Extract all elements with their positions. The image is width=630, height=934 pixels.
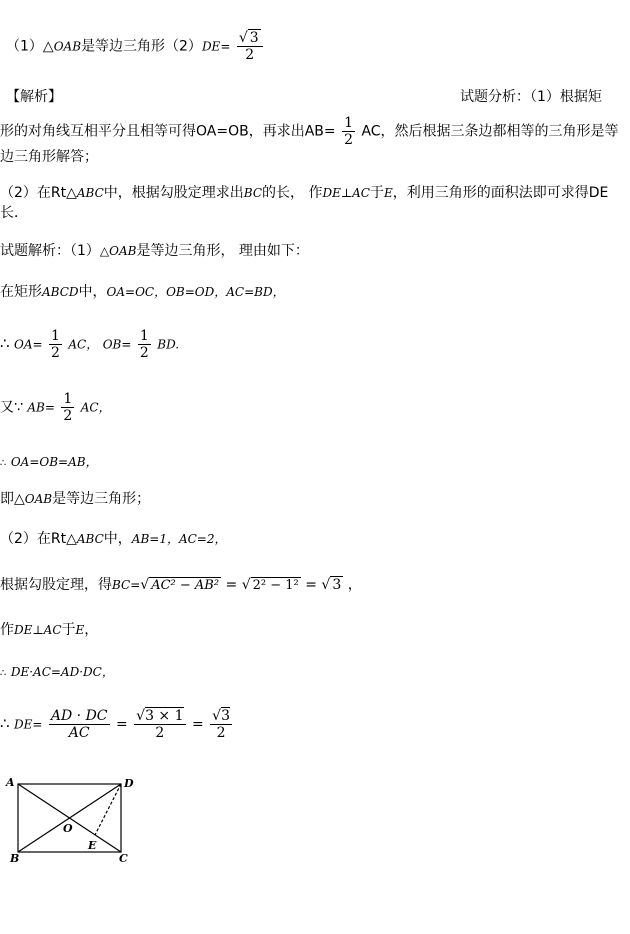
num: 1 [139,328,149,344]
text: 中， [103,531,132,547]
solution-line-6 [0,492,150,506]
text: 又∵ [0,399,23,416]
math: △ [99,244,110,258]
text: 试题解析：（1） [0,243,100,259]
analysis-line-1 [0,115,619,148]
fraction [49,328,62,361]
math: DE⊥AC [322,186,370,200]
solution-line-8 [0,578,362,592]
fraction [49,708,110,741]
text: 中， [78,284,107,300]
solution-line-3 [0,328,179,361]
text: 在矩形 [0,284,42,300]
text: 根据勾股定理，得 [0,577,112,593]
radicand: 3 [249,30,259,46]
math: DE⊥AC [14,623,62,637]
num: 1 [51,328,60,344]
label-b: B [10,852,20,865]
label-d: D [124,777,134,790]
equals: = [305,577,317,593]
answer-part-1: （1）△ [6,38,54,55]
den: 2 [216,725,226,742]
math: OAB [109,244,137,258]
fraction [210,708,232,741]
math: BC= [112,578,141,592]
radicand: 3 [332,577,342,593]
text: （2）在Rt△ [0,531,77,547]
den: 2 [155,725,165,742]
equals: = [225,577,238,593]
radicand: 2² − 1² [252,578,299,593]
fraction [61,391,74,424]
segment-de [95,784,121,835]
den: 2 [139,345,149,362]
answer-part-2: 是等边三角形（2） [81,38,202,55]
label-e: E [88,839,97,852]
math: E [75,623,85,637]
den: 2 [344,132,353,149]
math: AC， [68,337,99,352]
label-a: A [6,776,15,789]
text: 的长， 作 [262,185,323,201]
text: 于 [61,622,76,638]
fraction-half [342,115,355,148]
math: ABCD [42,285,79,299]
math: OA=OC，OB=OD，AC=BD， [106,285,285,299]
math: AB=1，AC=2， [131,532,227,546]
math: ABC [76,186,104,200]
text: （2）在Rt△ [0,185,77,201]
solution-line-4 [0,391,111,424]
math: BD. [157,337,180,352]
solution-line-5 [0,455,98,469]
math: OA= [14,337,43,352]
den: 2 [51,345,60,362]
answer-fraction-den: 2 [245,47,255,64]
math: ABC [76,532,104,546]
text: AC，然后根据三条边都相等的三角形是等 [361,123,619,140]
math: OB= [102,337,132,352]
math: AC， [80,400,111,415]
therefore: ∴ [0,668,7,679]
sqrt: √ 3 [238,30,259,46]
num: 1 [63,391,73,407]
math: OA=OB=AB， [10,455,98,469]
radicand: AC² − AB² [151,578,220,593]
text: 于 [369,185,384,201]
math: DE·AC=AD·DC， [10,665,114,679]
text: 是等边三角形； [52,491,151,507]
math: OAB [24,492,53,506]
triangle-oab: OAB [53,39,82,54]
label-o: O [63,822,73,835]
analysis-line-2: 边三角形解答； [0,149,98,165]
math: AB= [27,400,55,415]
analysis-line-3 [0,186,608,200]
analysis-start: 试题分析：（1）根据矩 [460,89,602,105]
therefore: ∴ [0,458,7,469]
num: √3 × 1 [136,708,184,724]
text: 作 [0,622,14,638]
equals: = [191,716,204,733]
solution-line-2 [0,285,285,299]
analysis-line-4: 长． [0,205,28,221]
radicand: 3 × 1 [145,708,184,724]
text: 中，根据勾股定理求出 [103,185,244,201]
fraction [138,328,151,361]
den: AC [68,725,90,742]
therefore: ∴ [0,714,10,733]
jiexi-label: 【解析】 [6,89,62,105]
equals: = [115,716,128,733]
text: ， [347,577,362,593]
text: 是等边三角形， 理由如下： [136,243,309,259]
answer-fraction [237,30,263,63]
text: ，利用三角形的面积法即可求得DE [392,185,609,201]
fraction [134,708,185,741]
answer-line [6,30,265,63]
text: ， [84,622,99,638]
solution-line-7 [0,532,227,546]
sqrt: √ 2² − 1² [241,577,299,593]
de-label: DE= [201,39,231,54]
label-c: C [119,852,128,865]
math: BC [243,186,263,200]
solution-line-1 [0,244,309,258]
answer-fraction-num [237,30,263,47]
math: E [383,186,393,200]
rectangle-figure [0,770,150,870]
num: 1 [344,115,353,131]
therefore: ∴ [0,334,10,353]
radicand: 3 [221,708,231,724]
sqrt: √ AC² − AB² [140,577,220,593]
text: 即△ [0,491,25,507]
solution-line-11 [0,708,234,741]
solution-line-10 [0,665,114,679]
text: 形的对角线互相平分且相等可得OA=OB，再求出AB= [0,123,336,140]
math: DE= [14,717,43,732]
num: √3 [212,708,231,724]
num: AD · DC [50,708,108,724]
den: 2 [63,408,73,425]
sqrt: √ 3 [321,577,342,593]
solution-line-9 [0,623,98,637]
